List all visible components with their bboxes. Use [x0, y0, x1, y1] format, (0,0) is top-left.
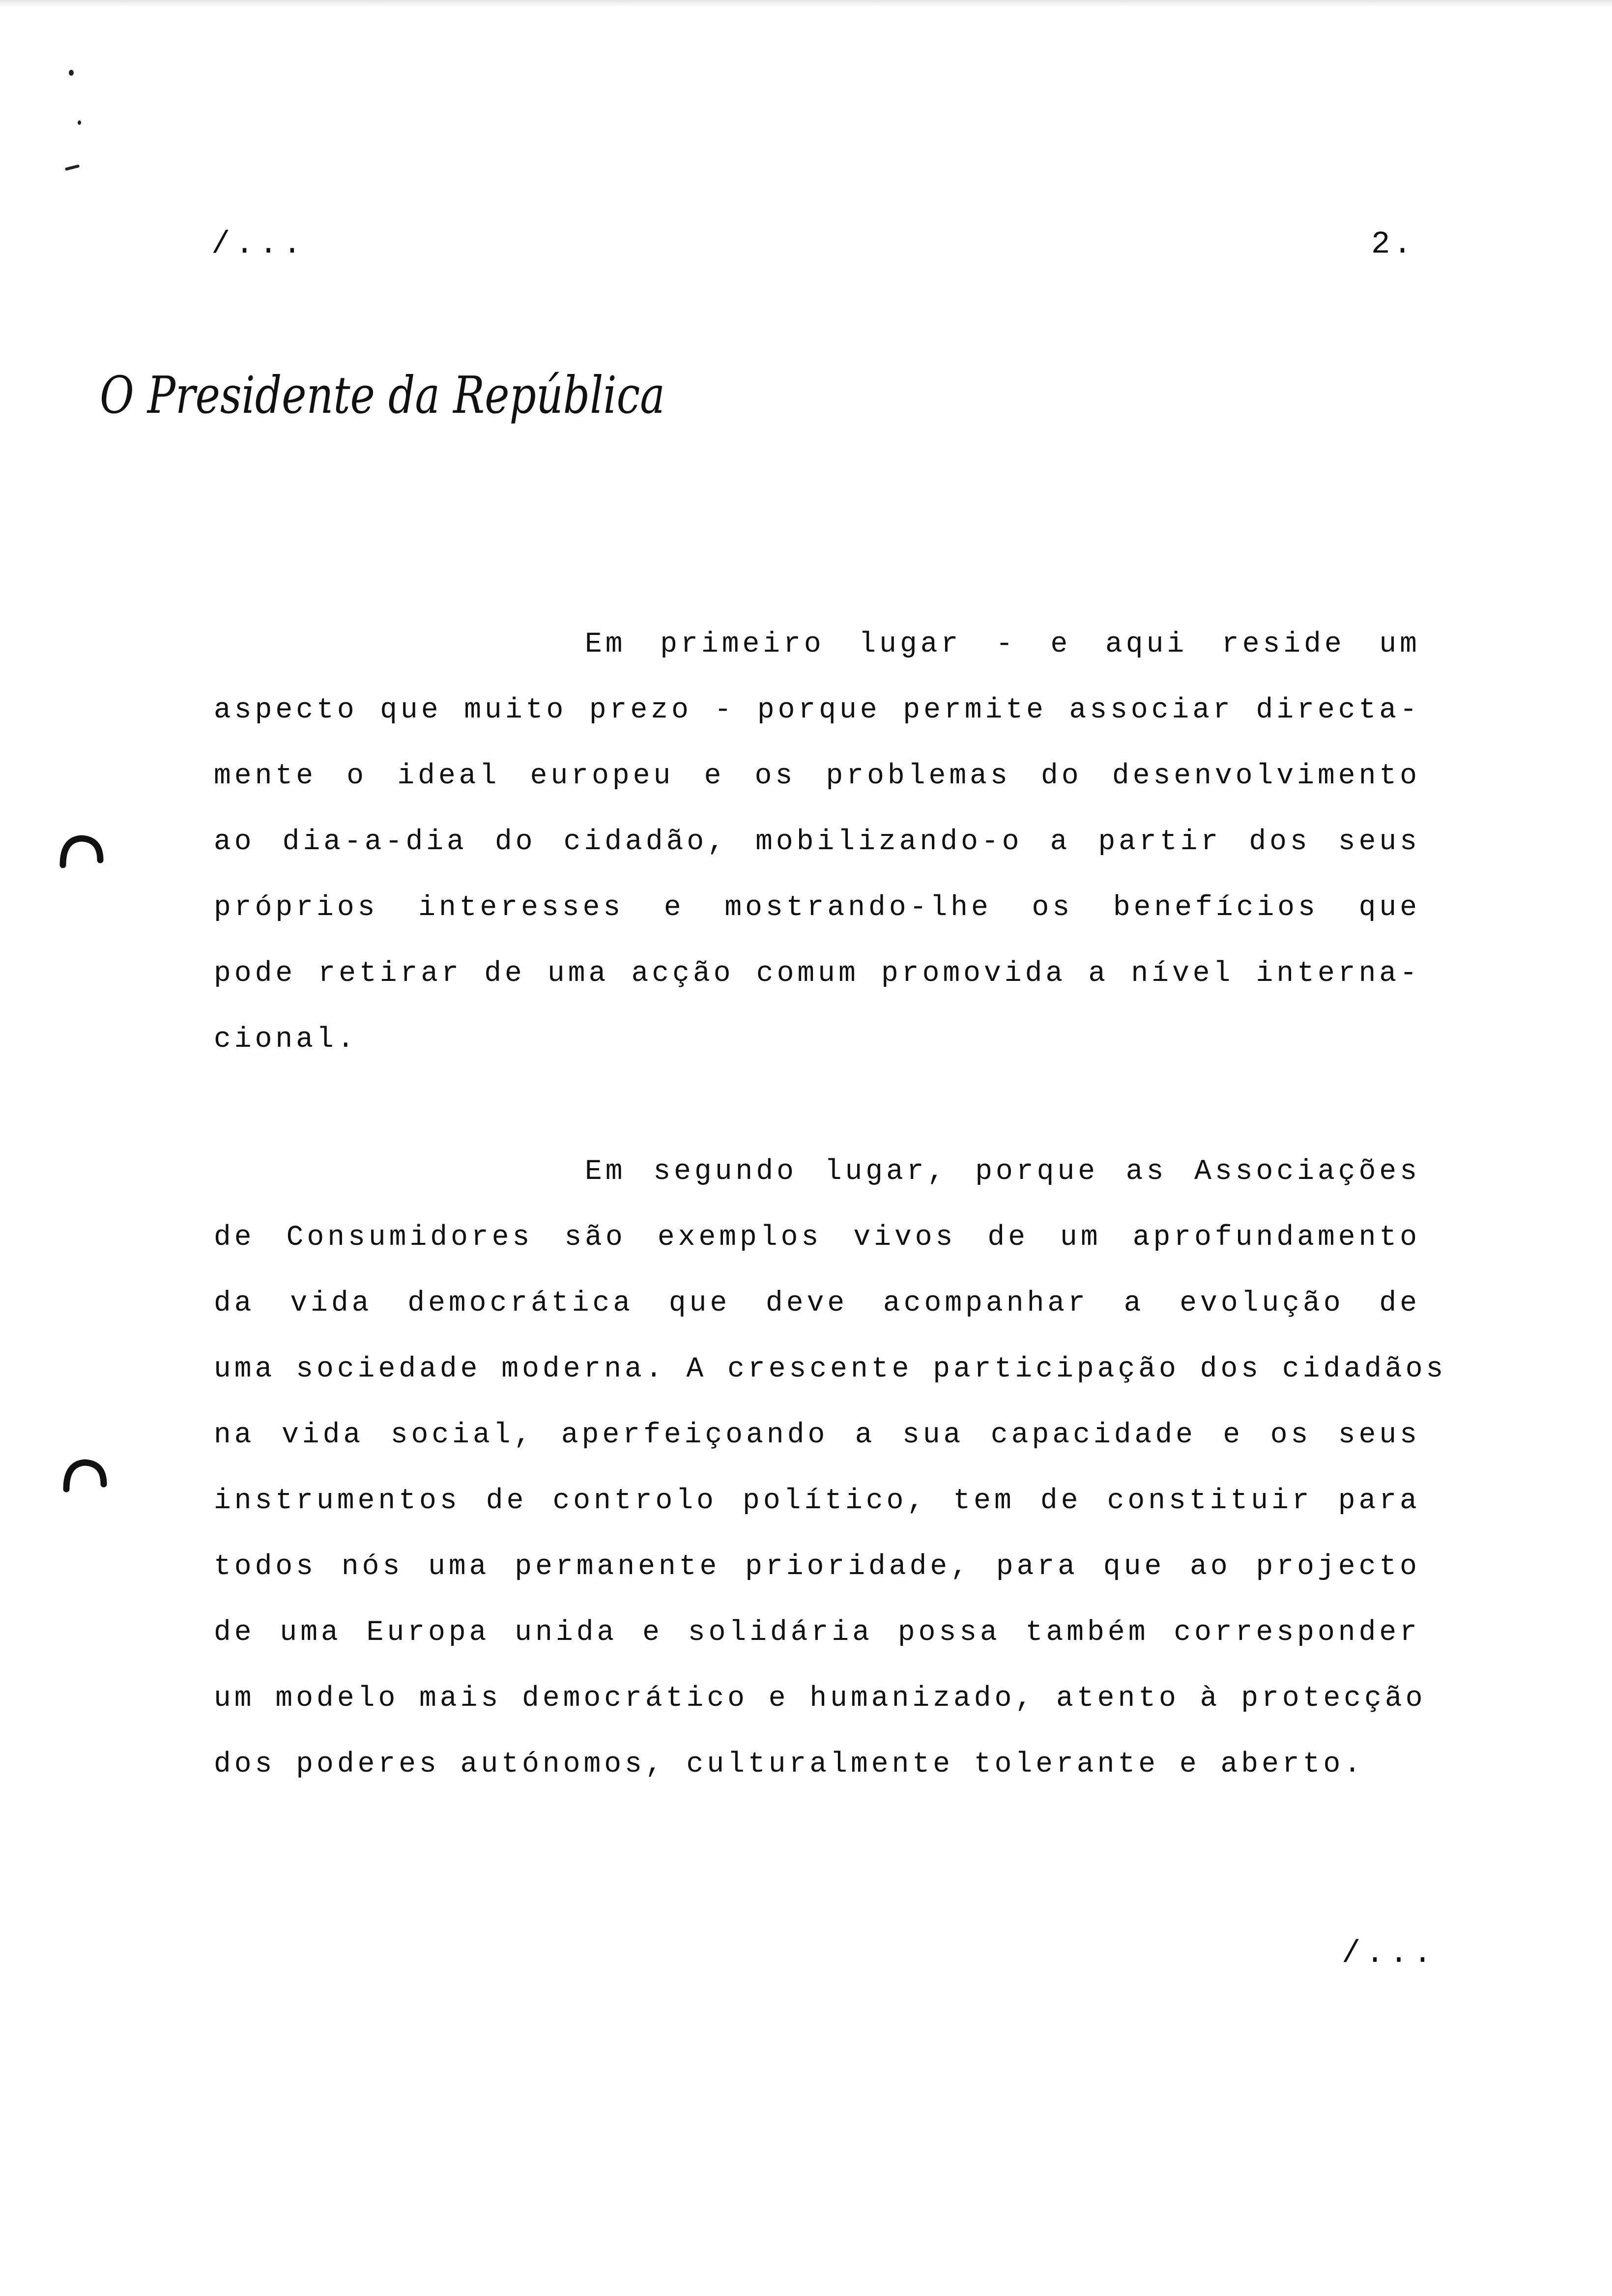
letterhead: [96, 354, 676, 442]
page-number: 2.: [1371, 227, 1415, 262]
scan-top-edge: [0, 0, 1612, 7]
body-paragraph-2: [214, 1139, 1447, 1798]
paragraph-line: uma sociedade moderna. A crescente participação dos cidadãos: [214, 1353, 1447, 1385]
paragraph-line: cional.: [214, 1024, 358, 1056]
paragraph-line: de Consumidores são exemplos vivos de um aprofundamento: [214, 1222, 1420, 1254]
letterhead-title: O Presidente da República: [100, 365, 665, 425]
body-paragraph-1: [214, 612, 1420, 1073]
paragraph-line: instrumentos de controlo político, tem de constituir para: [214, 1485, 1420, 1517]
paragraph-line: da vida democrática que deve acompanhar a evolução de: [214, 1288, 1420, 1320]
paragraph-line: Em primeiro lugar - e aqui reside um: [585, 629, 1420, 660]
paragraph-line: na vida social, aperfeiçoando a sua capacidade e os seus: [214, 1419, 1420, 1451]
paragraph-line: aspecto que muito prezo - porque permite associar directa-: [214, 694, 1420, 726]
header-continuation-mark: /...: [211, 227, 307, 262]
paragraph-line: dos poderes autónomos, culturalmente tolerante e aberto.: [214, 1749, 1365, 1780]
punch-hole-mark-lower: [61, 1455, 109, 1502]
paragraph-line: mente o ideal europeu e os problemas do desenvolvimento: [214, 760, 1420, 792]
punch-hole-mark-upper: [58, 831, 105, 878]
scan-speck: [69, 70, 74, 76]
paragraph-line: todos nós uma permanente prioridade, para que ao projecto: [214, 1551, 1420, 1583]
paragraph-line: de uma Europa unida e solidária possa também corresponder: [214, 1617, 1420, 1649]
paragraph-line: próprios interesses e mostrando-lhe os benefícios que: [214, 892, 1420, 924]
scan-speck: [78, 120, 81, 125]
paragraph-line: ao dia-a-dia do cidadão, mobilizando-o a partir dos seus: [214, 826, 1420, 858]
scan-speck: [65, 164, 80, 171]
footer-continuation-mark: /...: [1342, 1936, 1437, 1972]
paragraph-line: pode retirar de uma acção comum promovida a nível interna-: [214, 958, 1420, 990]
paragraph-line: um modelo mais democrático e humanizado, atento à protecção: [214, 1683, 1426, 1715]
paragraph-line: Em segundo lugar, porque as Associações: [585, 1156, 1420, 1188]
